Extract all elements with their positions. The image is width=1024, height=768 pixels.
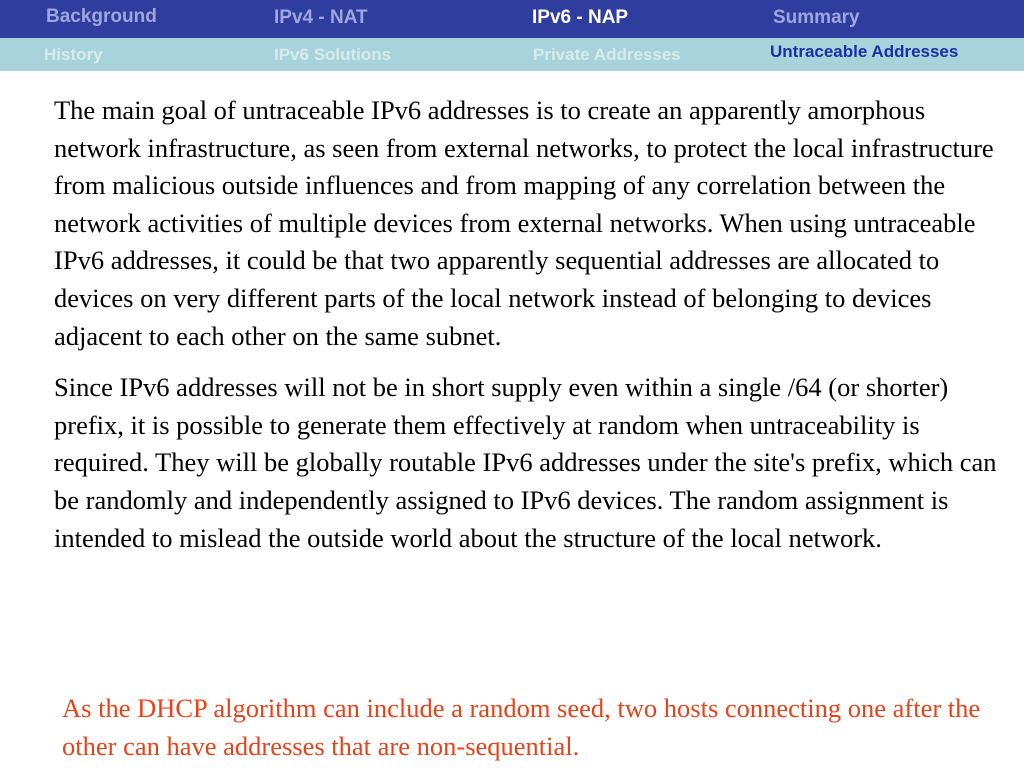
tab-ipv4-nat[interactable]: IPv4 - NAT <box>274 7 368 28</box>
body-paragraph-1: The main goal of untraceable IPv6 addresses is to create an apparently amorphous network infrastructure, as seen from external networks, to protect the local infrastructure from malicious outside influences and from mapping of any correlation between the network activities of multiple devices from external networks. When using untraceable IPv6 addresses, it could be that two apparently sequential addresses are allocated to devices on very different parts of the local network instead of belonging to devices adjacent to each other on the same subnet. <box>54 95 994 351</box>
subtab-ipv6-solutions[interactable]: IPv6 Solutions <box>274 45 392 64</box>
sub-navigation-bar <box>0 38 1024 71</box>
subtab-history[interactable]: History <box>44 45 103 64</box>
subtab-untraceable-addresses[interactable]: Untraceable Addresses <box>770 42 959 61</box>
dhcp-note: As the DHCP algorithm can include a random seed, two hosts connecting one after the other can have addresses that are non-sequential. <box>62 693 981 761</box>
slide-content <box>54 92 999 571</box>
top-navigation-bar <box>0 0 1024 38</box>
subtab-private-addresses[interactable]: Private Addresses <box>533 45 681 64</box>
tab-background[interactable]: Background <box>46 6 157 27</box>
body-paragraph-2: Since IPv6 addresses will not be in short supply even within a single /64 (or shorter) prefix, it is possible to generate them effectively at random when untraceability is required. They will be globally routable IPv6 addresses under the site's prefix, which can be randomly and independently assigned to IPv6 devices. The random assignment is intended to mislead the outside world about the structure of the local network. <box>54 372 997 553</box>
tab-ipv6-nap[interactable]: IPv6 - NAP <box>532 7 629 28</box>
tab-summary[interactable]: Summary <box>773 7 860 28</box>
